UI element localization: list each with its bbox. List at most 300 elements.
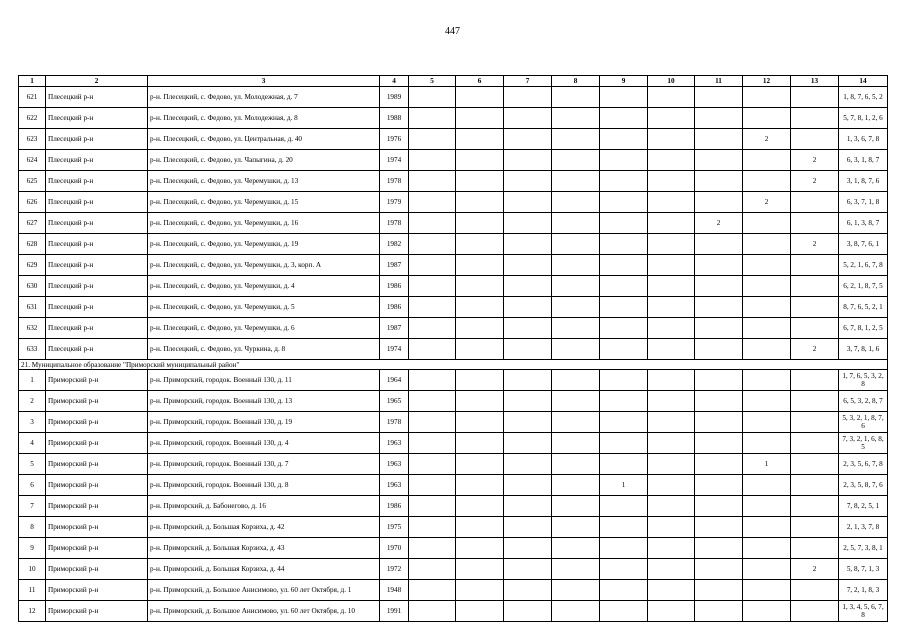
table-cell	[409, 150, 456, 171]
table-cell: Приморский р-н	[46, 496, 148, 517]
table-cell: 2	[791, 559, 839, 580]
table-row	[19, 517, 888, 538]
table-cell	[648, 87, 695, 108]
table-cell: Плесецкий р-н	[46, 129, 148, 150]
table-cell: 7, 8, 2, 5, 1	[839, 496, 888, 517]
table-cell	[552, 276, 600, 297]
table-row	[19, 171, 888, 192]
table-cell	[552, 129, 600, 150]
table-cell	[648, 517, 695, 538]
table-cell: р-н. Приморский, городок. Военный 130, д. 13	[148, 391, 380, 412]
table-cell	[791, 255, 839, 276]
table-cell: р-н. Плесецкий, с. Федово, ул. Черемушки, д. 13	[148, 171, 380, 192]
table-cell: 1965	[380, 391, 409, 412]
table-cell	[409, 171, 456, 192]
table-cell: 5, 2, 1, 6, 7, 8	[839, 255, 888, 276]
table-cell	[552, 433, 600, 454]
table-cell	[743, 433, 791, 454]
table-cell	[648, 108, 695, 129]
table-cell	[456, 412, 504, 433]
table-cell	[648, 370, 695, 391]
table-cell	[791, 391, 839, 412]
table-cell	[648, 171, 695, 192]
table-cell	[456, 496, 504, 517]
table-cell	[600, 87, 648, 108]
table-cell	[600, 517, 648, 538]
table-cell	[409, 538, 456, 559]
table-cell: Приморский р-н	[46, 391, 148, 412]
table-cell: Приморский р-н	[46, 559, 148, 580]
table-cell	[600, 538, 648, 559]
column-header: 11	[695, 76, 743, 87]
table-row	[19, 580, 888, 601]
table-cell	[791, 433, 839, 454]
table-cell: 11	[19, 580, 46, 601]
table-cell	[409, 454, 456, 475]
table-cell	[648, 475, 695, 496]
column-header: 10	[648, 76, 695, 87]
table-cell: Плесецкий р-н	[46, 150, 148, 171]
table-cell	[504, 580, 552, 601]
table-cell	[409, 370, 456, 391]
table-cell: 5, 8, 7, 1, 3	[839, 559, 888, 580]
table-cell	[695, 475, 743, 496]
header-row	[19, 76, 888, 87]
column-header: 4	[380, 76, 409, 87]
table-cell	[409, 213, 456, 234]
table-cell	[552, 517, 600, 538]
table-cell: 1972	[380, 559, 409, 580]
table-cell	[695, 318, 743, 339]
table-cell	[600, 370, 648, 391]
table-cell	[791, 517, 839, 538]
table-cell	[600, 129, 648, 150]
table-cell: р-н. Приморский, д. Большая Корзиха, д. 42	[148, 517, 380, 538]
table-cell	[743, 150, 791, 171]
table-cell	[695, 433, 743, 454]
table-cell	[695, 234, 743, 255]
table-cell: 3	[19, 412, 46, 433]
table-cell	[600, 454, 648, 475]
table-cell: 633	[19, 339, 46, 360]
table-cell	[743, 559, 791, 580]
table-cell	[409, 391, 456, 412]
table-cell	[456, 276, 504, 297]
table-cell	[409, 339, 456, 360]
table-cell	[409, 192, 456, 213]
table-cell	[456, 517, 504, 538]
table-row	[19, 496, 888, 517]
table-cell: 1974	[380, 339, 409, 360]
table-cell	[456, 150, 504, 171]
table-cell	[409, 433, 456, 454]
table-cell	[456, 234, 504, 255]
table-cell	[552, 234, 600, 255]
table-cell	[695, 192, 743, 213]
table-cell	[409, 580, 456, 601]
table-cell	[504, 87, 552, 108]
table-cell	[743, 496, 791, 517]
table-cell	[600, 108, 648, 129]
table-cell: р-н. Плесецкий, с. Федово, ул. Молодежная, д. 7	[148, 87, 380, 108]
table-cell: 621	[19, 87, 46, 108]
table-row	[19, 213, 888, 234]
table-cell	[743, 318, 791, 339]
table-cell: р-н. Плесецкий, с. Федово, ул. Чуркина, д. 8	[148, 339, 380, 360]
table-cell	[456, 108, 504, 129]
table-cell	[695, 580, 743, 601]
table-cell	[504, 433, 552, 454]
table-cell: р-н. Приморский, городок. Военный 130, д. 7	[148, 454, 380, 475]
table-cell: р-н. Приморский, д. Большое Анисимово, ул. 60 лет Октября, д. 1	[148, 580, 380, 601]
table-cell	[791, 213, 839, 234]
table-cell	[504, 108, 552, 129]
table-cell	[552, 601, 600, 622]
table-cell	[600, 580, 648, 601]
column-header: 5	[409, 76, 456, 87]
table-cell	[791, 496, 839, 517]
table-cell	[695, 454, 743, 475]
table-row	[19, 87, 888, 108]
column-header: 13	[791, 76, 839, 87]
table-cell	[743, 297, 791, 318]
table-cell	[504, 297, 552, 318]
table-cell	[504, 370, 552, 391]
table-cell: 1982	[380, 234, 409, 255]
table-cell	[552, 150, 600, 171]
table-cell	[456, 171, 504, 192]
table-cell: 6, 1, 3, 8, 7	[839, 213, 888, 234]
table-row	[19, 318, 888, 339]
table-cell	[791, 412, 839, 433]
table-cell	[743, 517, 791, 538]
table-cell	[552, 297, 600, 318]
table-cell	[695, 297, 743, 318]
table-cell: 624	[19, 150, 46, 171]
table-cell: 8, 7, 6, 5, 2, 1	[839, 297, 888, 318]
table-row	[19, 538, 888, 559]
table-cell	[600, 234, 648, 255]
table-cell	[743, 475, 791, 496]
table-cell: Приморский р-н	[46, 433, 148, 454]
table-cell	[504, 339, 552, 360]
column-header: 12	[743, 76, 791, 87]
table-cell: 1978	[380, 171, 409, 192]
table-cell	[791, 192, 839, 213]
table-cell	[648, 276, 695, 297]
table-cell: Плесецкий р-н	[46, 255, 148, 276]
table-cell	[552, 496, 600, 517]
table-cell: 1, 3, 4, 5, 6, 7, 8	[839, 601, 888, 622]
table-cell	[791, 318, 839, 339]
table-cell: р-н. Приморский, д. Большая Корзиха, д. 43	[148, 538, 380, 559]
table-cell: Плесецкий р-н	[46, 87, 148, 108]
table-cell: р-н. Плесецкий, с. Федово, ул. Центральная, д. 40	[148, 129, 380, 150]
table-cell: 631	[19, 297, 46, 318]
table-cell: Плесецкий р-н	[46, 276, 148, 297]
table-cell	[504, 454, 552, 475]
table-cell	[456, 129, 504, 150]
table-cell	[743, 391, 791, 412]
table-cell: 2	[791, 150, 839, 171]
table-cell: р-н. Приморский, д. Большое Анисимово, ул. 60 лет Октября, д. 10	[148, 601, 380, 622]
table-cell: 2	[791, 171, 839, 192]
table-cell	[743, 538, 791, 559]
table-cell	[456, 475, 504, 496]
table-cell	[504, 412, 552, 433]
table-cell	[648, 129, 695, 150]
table-cell	[504, 129, 552, 150]
table-row	[19, 391, 888, 412]
table-cell	[695, 108, 743, 129]
table-cell	[456, 601, 504, 622]
table-cell	[695, 255, 743, 276]
table-cell	[743, 276, 791, 297]
column-header: 3	[148, 76, 380, 87]
table-cell	[552, 391, 600, 412]
table-cell	[791, 454, 839, 475]
table-cell	[743, 412, 791, 433]
table-cell	[409, 255, 456, 276]
table-cell: 1948	[380, 580, 409, 601]
table-cell	[504, 150, 552, 171]
table-cell	[456, 192, 504, 213]
table-cell	[743, 171, 791, 192]
table-cell	[456, 580, 504, 601]
table-cell: 2, 1, 3, 7, 8	[839, 517, 888, 538]
table-cell	[552, 339, 600, 360]
table-cell: 1964	[380, 370, 409, 391]
table-cell	[552, 255, 600, 276]
table-cell: 6, 7, 8, 1, 2, 5	[839, 318, 888, 339]
table-cell: 6, 2, 1, 8, 7, 5	[839, 276, 888, 297]
table-cell	[409, 412, 456, 433]
table-row	[19, 255, 888, 276]
table-cell: 3, 8, 7, 6, 1	[839, 234, 888, 255]
table-cell: 1989	[380, 87, 409, 108]
table-cell: 1986	[380, 276, 409, 297]
table-cell: 632	[19, 318, 46, 339]
table-cell	[552, 318, 600, 339]
table-cell	[743, 339, 791, 360]
table-cell: Приморский р-н	[46, 517, 148, 538]
table-cell	[791, 580, 839, 601]
table-row	[19, 192, 888, 213]
table-row	[19, 276, 888, 297]
table-cell	[648, 234, 695, 255]
table-cell	[409, 129, 456, 150]
table-cell	[743, 370, 791, 391]
table-cell: 1	[743, 454, 791, 475]
table-cell: 1974	[380, 150, 409, 171]
table-cell	[552, 213, 600, 234]
column-header: 1	[19, 76, 46, 87]
table-cell: 626	[19, 192, 46, 213]
table-cell: р-н. Плесецкий, с. Федово, ул. Чапыгина, д. 20	[148, 150, 380, 171]
table-cell: 628	[19, 234, 46, 255]
table-cell	[552, 580, 600, 601]
table-cell: р-н. Плесецкий, с. Федово, ул. Черемушки, д. 5	[148, 297, 380, 318]
table-cell	[791, 87, 839, 108]
table-cell	[456, 370, 504, 391]
table-cell: Приморский р-н	[46, 370, 148, 391]
table-cell	[648, 255, 695, 276]
table-cell	[600, 391, 648, 412]
table-cell	[695, 412, 743, 433]
table-cell	[504, 538, 552, 559]
table-cell	[409, 276, 456, 297]
table-cell	[504, 517, 552, 538]
table-cell: р-н. Плесецкий, с. Федово, ул. Черемушки, д. 6	[148, 318, 380, 339]
table-cell: Приморский р-н	[46, 475, 148, 496]
section-title: 21. Муниципальное образование "Приморский муниципальный район"	[19, 360, 888, 370]
table-cell	[456, 297, 504, 318]
table-cell	[600, 496, 648, 517]
table-cell: 1963	[380, 433, 409, 454]
table-row	[19, 150, 888, 171]
table-cell: 629	[19, 255, 46, 276]
table-cell	[695, 391, 743, 412]
table-cell: 12	[19, 601, 46, 622]
table-cell	[695, 129, 743, 150]
table-cell: 625	[19, 171, 46, 192]
table-cell	[695, 496, 743, 517]
table-cell	[648, 412, 695, 433]
table-cell	[648, 150, 695, 171]
table-cell	[504, 391, 552, 412]
table-cell	[695, 601, 743, 622]
table-row	[19, 339, 888, 360]
table-cell: 1978	[380, 213, 409, 234]
section-row	[19, 360, 888, 370]
table-cell	[743, 580, 791, 601]
table-cell: Приморский р-н	[46, 538, 148, 559]
table-cell: 1963	[380, 475, 409, 496]
table-cell: 2	[791, 339, 839, 360]
table-cell	[648, 192, 695, 213]
table-cell: р-н. Плесецкий, с. Федово, ул. Черемушки, д. 4	[148, 276, 380, 297]
table-cell: 2	[19, 391, 46, 412]
table-cell	[504, 171, 552, 192]
table-cell: Приморский р-н	[46, 601, 148, 622]
table-cell: 6, 3, 1, 8, 7	[839, 150, 888, 171]
table-cell: Плесецкий р-н	[46, 213, 148, 234]
table-cell	[504, 559, 552, 580]
table-cell	[504, 192, 552, 213]
table-row	[19, 108, 888, 129]
table-cell	[600, 192, 648, 213]
table-cell	[648, 601, 695, 622]
table-cell: 2, 3, 5, 6, 7, 8	[839, 454, 888, 475]
table-cell	[504, 601, 552, 622]
column-header: 14	[839, 76, 888, 87]
table-cell: р-н. Приморский, городок. Военный 130, д. 8	[148, 475, 380, 496]
table-row	[19, 559, 888, 580]
table-cell	[600, 276, 648, 297]
table-row	[19, 370, 888, 391]
table-cell	[695, 150, 743, 171]
table-cell	[695, 370, 743, 391]
table-cell	[648, 538, 695, 559]
table-cell: 6, 5, 3, 2, 8, 7	[839, 391, 888, 412]
table-cell	[791, 475, 839, 496]
table-cell	[409, 297, 456, 318]
table-cell: 4	[19, 433, 46, 454]
table-cell: р-н. Плесецкий, с. Федово, ул. Черемушки, д. 15	[148, 192, 380, 213]
table-cell	[600, 339, 648, 360]
table-cell	[791, 601, 839, 622]
table-cell: 7, 2, 1, 8, 3	[839, 580, 888, 601]
table-cell	[456, 559, 504, 580]
table-cell: 5, 3, 2, 1, 8, 7, 6	[839, 412, 888, 433]
table-cell	[409, 87, 456, 108]
table-cell: Плесецкий р-н	[46, 108, 148, 129]
table-cell: 1970	[380, 538, 409, 559]
table-cell: р-н. Приморский, городок. Военный 130, д. 11	[148, 370, 380, 391]
table-cell: 2	[743, 129, 791, 150]
table-cell: Приморский р-н	[46, 454, 148, 475]
table-cell: Плесецкий р-н	[46, 192, 148, 213]
table-cell	[600, 297, 648, 318]
table-cell	[504, 475, 552, 496]
table-cell: 10	[19, 559, 46, 580]
table-cell: Плесецкий р-н	[46, 318, 148, 339]
table-cell: 2	[791, 234, 839, 255]
table-row	[19, 475, 888, 496]
table-cell	[648, 433, 695, 454]
table-row	[19, 433, 888, 454]
table-row	[19, 129, 888, 150]
table-cell	[552, 108, 600, 129]
table-cell	[600, 601, 648, 622]
page-number: 447	[445, 26, 460, 37]
table-cell	[695, 559, 743, 580]
table-cell	[743, 601, 791, 622]
table-cell	[600, 559, 648, 580]
table-cell: 1987	[380, 255, 409, 276]
table-cell: 622	[19, 108, 46, 129]
table-cell	[409, 234, 456, 255]
table-cell: 2, 3, 5, 8, 7, 6	[839, 475, 888, 496]
table-cell: 6	[19, 475, 46, 496]
register-table	[18, 75, 888, 622]
table-cell	[456, 255, 504, 276]
table-cell: 1991	[380, 601, 409, 622]
table-row	[19, 234, 888, 255]
table-cell	[648, 318, 695, 339]
table-cell	[456, 454, 504, 475]
table-cell	[504, 213, 552, 234]
table-cell	[648, 391, 695, 412]
table-cell	[552, 454, 600, 475]
table-cell	[600, 318, 648, 339]
table-cell	[456, 433, 504, 454]
table-cell: 1, 7, 6, 5, 3, 2, 8	[839, 370, 888, 391]
table-cell	[504, 255, 552, 276]
table-cell	[791, 108, 839, 129]
table-cell	[600, 213, 648, 234]
table-cell: 5	[19, 454, 46, 475]
table-row	[19, 454, 888, 475]
table-cell	[695, 339, 743, 360]
table-cell: 1978	[380, 412, 409, 433]
table-cell	[791, 129, 839, 150]
table-cell: 1	[19, 370, 46, 391]
table-cell	[456, 339, 504, 360]
table-cell	[743, 255, 791, 276]
table-cell	[552, 87, 600, 108]
table-cell: р-н. Плесецкий, с. Федово, ул. Черемушки, д. 3, корп. А	[148, 255, 380, 276]
